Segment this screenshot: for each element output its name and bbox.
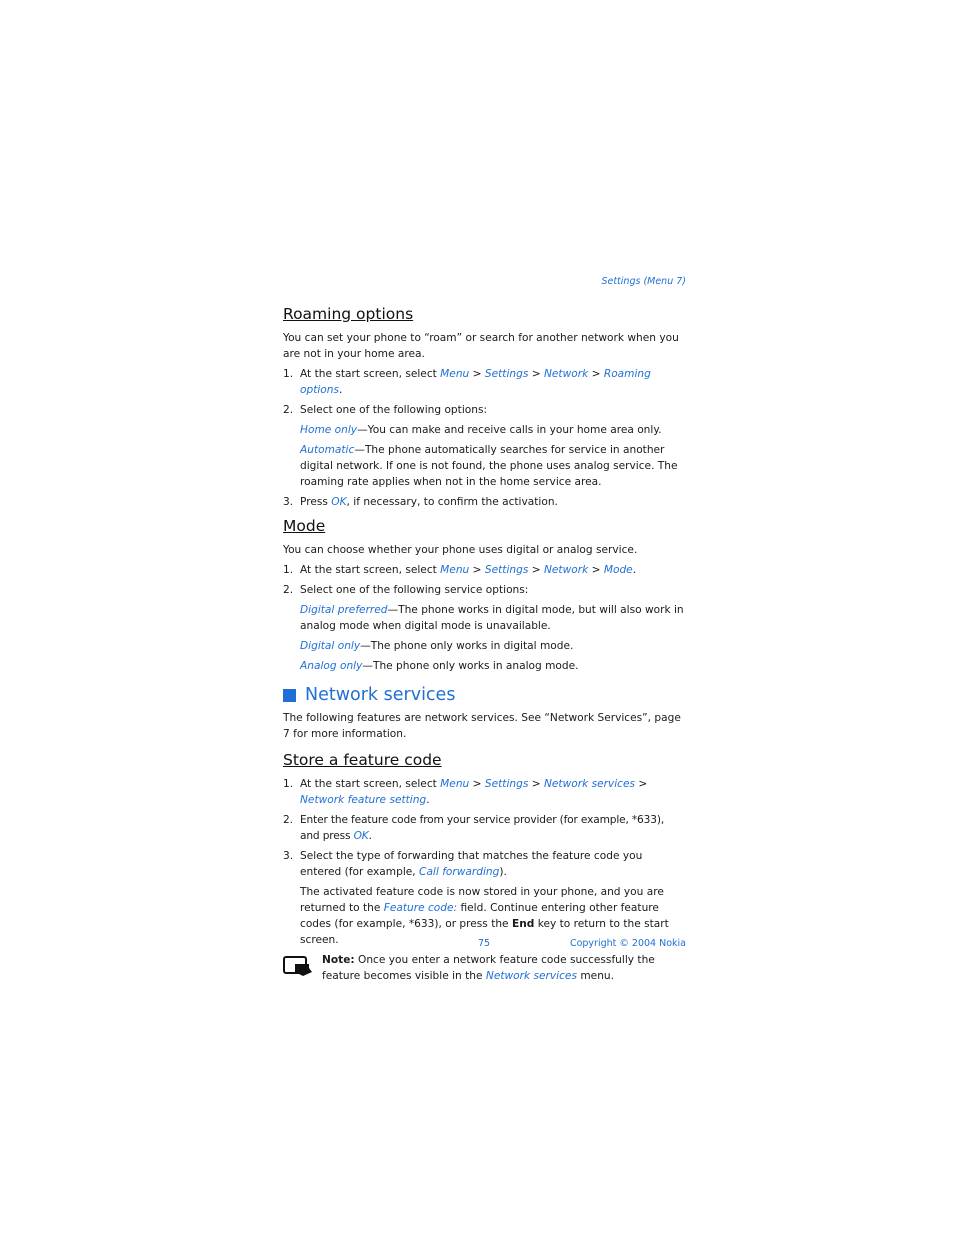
mode-link[interactable]: Mode [603,564,633,576]
home-only-link[interactable]: Home only [300,424,358,436]
menu-link[interactable]: Menu [440,368,470,380]
store-step-3: 3. Select the type of forwarding that matches the feature code you entered (for example, Call forwarding). [283,850,643,878]
step-number: 1. [283,564,294,576]
settings-link[interactable]: Settings [484,778,529,790]
running-head: Settings (Menu 7) [601,276,686,287]
step-number: 2. [283,404,294,416]
roaming-step-2: 2. Select one of the following options: [283,404,488,416]
store-step-2: 2. Enter the feature code from your service provider (for example, *633), and press OK. [283,814,665,842]
settings-link[interactable]: Settings [484,368,529,380]
feature-code-field-link[interactable]: Feature code: [383,902,458,914]
note-label: Note: [322,954,355,966]
mode-step-2: 2. Select one of the following service options: [283,584,529,596]
note-text: Note: Once you enter a network feature code successfully the feature becomes visible in the Network services menu. [322,954,655,982]
network-services-section [283,684,686,742]
store-feature-heading: Store a feature code [283,751,442,769]
automatic-link[interactable]: Automatic [300,444,355,456]
roaming-intro: You can set your phone to “roam” or search for another network when you are not in your home area. [283,332,679,360]
ok-link[interactable]: OK [331,496,347,508]
step-number: 2. [283,814,293,826]
digital-only-link[interactable]: Digital only [300,640,361,652]
copyright: Copyright © 2004 Nokia [569,938,686,949]
page-number: 75 [478,938,491,949]
mode-step-1: 1. At the start screen, select Menu > Settings > Network > Mode. [283,564,637,576]
digital-preferred-link[interactable]: Digital preferred [300,604,388,616]
call-forwarding-link[interactable]: Call forwarding [419,866,500,878]
step-number: 1. [283,368,294,380]
option-digital-preferred: Digital preferred—The phone works in digital mode, but will also work in analog mode when digital mode is unavailable. [300,604,684,632]
analog-only-link[interactable]: Analog only [300,660,363,672]
manual-page [283,274,686,990]
mode-section [283,516,686,674]
roaming-step-3: 3. Press OK, if necessary, to confirm the activation. [283,496,558,508]
option-analog-only: Analog only—The phone only works in analog mode. [300,660,579,672]
option-digital-only: Digital only—The phone only works in digital mode. [300,640,574,652]
ok-link[interactable]: OK [353,830,369,842]
roaming-step-1: 1. At the start screen, select Menu > Settings > Network > Roaming options. [283,368,651,396]
network-services-link[interactable]: Network services [543,778,636,790]
network-services-intro: The following features are network services. See “Network Services”, page 7 for more information. [283,712,681,740]
network-services-link[interactable]: Network services [485,970,577,982]
step-number: 3. [283,496,294,508]
roaming-heading: Roaming options [283,305,414,323]
menu-link[interactable]: Menu [440,564,470,576]
roaming-options-link[interactable]: Roaming options [300,368,651,396]
menu-link[interactable]: Menu [440,778,470,790]
network-services-heading: Network services [283,684,686,706]
section-square-icon [283,689,296,702]
mode-heading: Mode [283,517,326,535]
end-key-label: End [511,918,535,930]
step-number: 2. [283,584,294,596]
note-box [283,952,686,984]
network-link[interactable]: Network [543,368,589,380]
option-automatic: Automatic—The phone automatically searches for service in another digital network. If one is not found, the phone uses analog service. The roaming rate applies when not in the home service area. [300,444,678,488]
option-home-only: Home only—You can make and receive calls in your home area only. [300,424,662,436]
network-feature-setting-link[interactable]: Network feature setting [300,794,427,806]
mode-intro: You can choose whether your phone uses digital or analog service. [283,544,638,556]
settings-link[interactable]: Settings [484,564,529,576]
step-number: 1. [283,778,294,790]
network-link[interactable]: Network [543,564,589,576]
activated-paragraph: The activated feature code is now stored in your phone, and you are returned to the Feature code: field. Continue entering other feature codes (for example, *633), or press the End key to return to the start screen. [300,886,669,946]
roaming-section [283,304,686,510]
step-number: 3. [283,850,294,862]
roaming-steps [283,366,686,418]
note-hand-icon [283,954,313,978]
store-step-1: 1. At the start screen, select Menu > Settings > Network services > Network feature setting. [283,778,648,806]
